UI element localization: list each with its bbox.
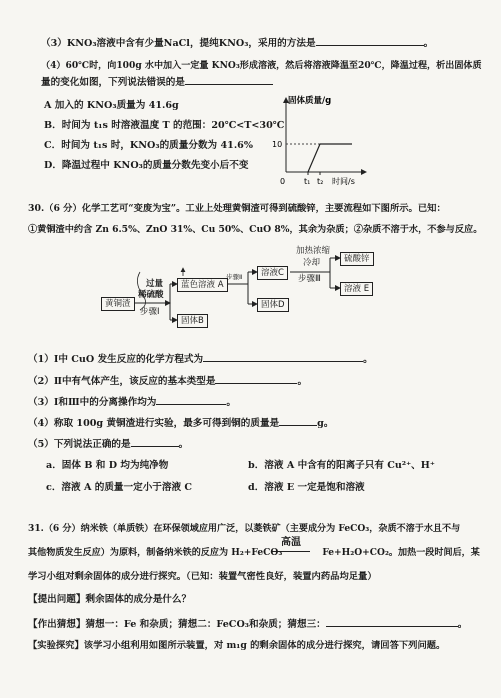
q30-heading: 30.（6 分）化学工艺可“变废为宝”。工业上处理黄铜渣可得到硫酸锌，主要流程如下图所示。已知： bbox=[28, 203, 446, 214]
q31-question: 【提出问题】剩余固体的成分是什么？ bbox=[28, 594, 192, 605]
node-zinc-sulfate: 硫酸锌 bbox=[340, 252, 374, 266]
answer-blank-q30-5[interactable] bbox=[131, 437, 179, 447]
q30-option-b: b．溶液 A 中含有的阳离子只有 Cu²⁺、H⁺ bbox=[248, 460, 435, 471]
answer-blank-q31-hypothesis[interactable] bbox=[326, 617, 458, 627]
q30-sub3: （3）Ⅰ和Ⅲ中的分离操作均为 。 bbox=[28, 397, 236, 408]
q31-line1: 31.（6 分）纳米铁（单质铁）在环保领域应用广泛，以菱铁矿（主要成分为 FeCO₃，杂质不溶于水且不与 bbox=[28, 523, 461, 534]
reaction-condition: 高温 bbox=[281, 537, 301, 548]
y-tick-label: 10 bbox=[272, 140, 283, 149]
step3-label-line3: 步骤Ⅲ bbox=[298, 274, 321, 284]
q31-line2: 其他物质发生反应）为原料，制备纳米铁的反应为 H₂+FeCO₃ Fe+H₂O+CO₂。加热一段时间后，某 bbox=[28, 547, 480, 558]
step1-label: 步骤Ⅰ bbox=[140, 307, 160, 317]
answer-blank-q30-1[interactable] bbox=[203, 352, 363, 362]
node-brass-slag: 黄铜渣 bbox=[101, 297, 135, 311]
q29-option-d: D．降温过程中 KNO₃的质量分数先变小后不变 bbox=[44, 160, 249, 171]
node-solid-b: 固体B bbox=[177, 314, 208, 328]
q29-part4-line1: （4）60℃时，向100g 水中加入一定量 KNO₃形成溶液，然后将溶液降温至20℃，降温过程，析出固体质 bbox=[41, 60, 482, 71]
q30-sub1: （1）Ⅰ中 CuO 发生反应的化学方程式为 。 bbox=[28, 354, 373, 365]
answer-blank-q30-3[interactable] bbox=[156, 395, 226, 405]
step3-label-line2: 冷却 bbox=[303, 258, 321, 268]
q29-option-b: B．时间为 t₁s 时溶液温度 T 的范围：20℃<T<30℃ bbox=[44, 120, 285, 131]
t2-label: t₂ bbox=[317, 177, 324, 186]
q29-option-a: A 加入的 KNO₃质量为 41.6g bbox=[44, 100, 179, 111]
t1-label: t₁ bbox=[304, 177, 311, 186]
y-axis-label: 固体质量/g bbox=[288, 96, 332, 106]
origin-label: 0 bbox=[280, 177, 286, 186]
q30-option-a: a．固体 B 和 D 均为纯净物 bbox=[46, 460, 169, 471]
q30-sub5: （5）下列说法正确的是 。 bbox=[28, 439, 189, 450]
q31-experiment: 【实验探究】该学习小组利用如图所示装置，对 m₁g 的剩余固体的成分进行探究，请回答下列问题。 bbox=[28, 640, 446, 651]
answer-blank-q30-4[interactable] bbox=[279, 416, 317, 426]
q29-part3: （3）KNO₃溶液中含有少量NaCl，提纯KNO₃，采用的方法是 。 bbox=[41, 38, 434, 49]
reagent-label-line2: 稀硫酸 bbox=[138, 290, 164, 300]
node-solution-a: 蓝色溶液 A bbox=[177, 278, 228, 292]
step2-label: 步骤Ⅱ bbox=[226, 273, 243, 281]
q30-sub4: （4）称取 100g 黄铜渣进行实验，最多可得到铜的质量是 g。 bbox=[28, 418, 334, 429]
q31-line3: 学习小组对剩余固体的成分进行探究。（已知：装置气密性良好，装置内药品均足量） bbox=[28, 571, 377, 582]
q30-option-c: c．溶液 A 的质量一定小于溶液 C bbox=[46, 482, 193, 493]
step3-label-line1: 加热浓缩 bbox=[296, 246, 331, 256]
q31-hypotheses: 【作出猜想】猜想一：Fe 和杂质；猜想二：FeCO₃和杂质；猜想三： 。 bbox=[28, 619, 468, 630]
reagent-label-line1: 过量 bbox=[146, 279, 164, 289]
q30-sub2: （2）Ⅱ中有气体产生，该反应的基本类型是 。 bbox=[28, 376, 308, 387]
q29-option-c: C．时间为 t₁s 时，KNO₃的质量分数为 41.6% bbox=[44, 140, 253, 151]
answer-blank-q30-2[interactable] bbox=[215, 374, 297, 384]
q30-option-d: d．溶液 E 一定是饱和溶液 bbox=[248, 482, 365, 493]
node-solution-e: 溶液 E bbox=[340, 282, 373, 296]
q30-known: ①黄铜渣中约含 Zn 6.5%、ZnO 31%、Cu 50%、CuO 8%，其余为杂质；②杂质不溶于水，不参与反应。 bbox=[28, 224, 483, 235]
node-solid-d: 固体D bbox=[257, 298, 289, 312]
node-solution-c: 溶液C bbox=[257, 266, 288, 280]
x-axis-label: 时间/s bbox=[332, 177, 355, 186]
q29-part4-line2: 量的变化如图，下列说法错误的是 bbox=[41, 75, 273, 89]
